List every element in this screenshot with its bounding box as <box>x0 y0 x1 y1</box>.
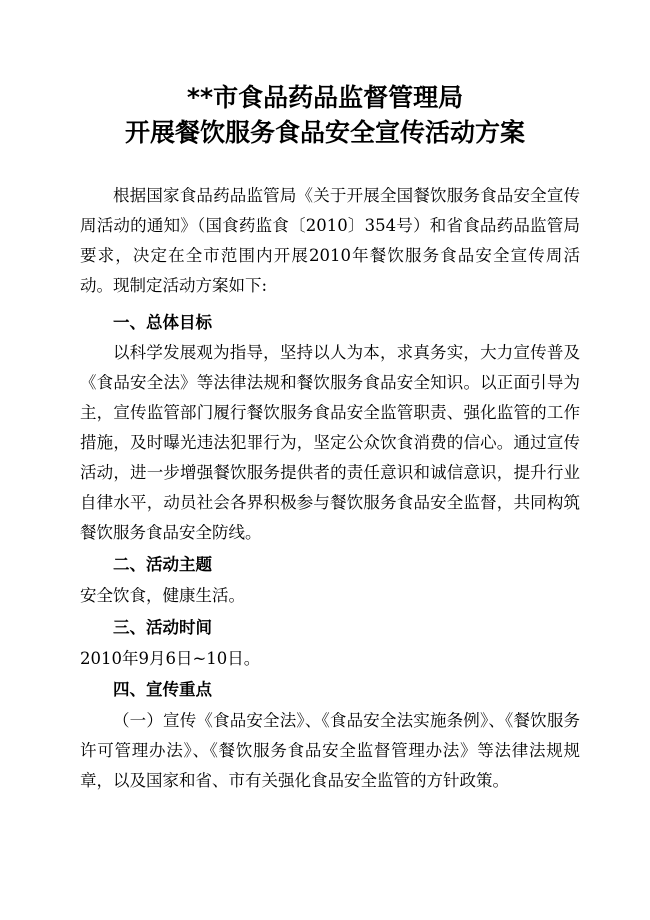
section-heading-goal: 一、总体目标 <box>113 313 212 332</box>
section-heading-time: 三、活动时间 <box>113 618 212 637</box>
section-text-focus: （一）宣传《食品安全法》、《食品安全法实施条例》、《餐饮服务许可管理办法》、《餐饮服务食品安全监督管理办法》等法律法规规章，以及国家和省、市有关强化食品安全监管的方针政策。 <box>80 711 580 790</box>
section-text-theme: 安全饮食，健康生活。 <box>80 586 245 605</box>
intro-paragraph: 根据国家食品药品监管局《关于开展全国餐饮服务食品安全宣传周活动的通知》（国食药监食〔2010〕354号）和省食品药品监管局要求，决定在全市范围内开展2010年餐饮服务食品安全宣传周活动。现制定活动方案如下: <box>80 186 580 295</box>
document-title-line2: 开展餐饮服务食品安全宣传活动方案 <box>124 118 525 147</box>
document-title-line1: **市食品药品监督管理局 <box>186 83 464 112</box>
section-text-goal: 以科学发展观为指导，坚持以人为本，求真务实，大力宣传普及《食品安全法》等法律法规和餐饮服务食品安全知识。以正面引导为主，宣传监管部门履行餐饮服务食品安全监管职责、强化监管的工作措施，及时曝光违法犯罪行为，坚定公众饮食消费的信心。通过宣传活动，进一步增强餐饮服务提供者的责任意识和诚信意识，提升行业自律水平，动员社会各界积极参与餐饮服务食品安全监督，共同构筑餐饮服务食品安全防线。 <box>80 343 580 542</box>
section-text-time: 2010年9月6日~10日。 <box>80 649 261 668</box>
section-heading-theme: 二、活动主题 <box>113 555 212 574</box>
section-heading-focus: 四、宣传重点 <box>113 680 212 699</box>
